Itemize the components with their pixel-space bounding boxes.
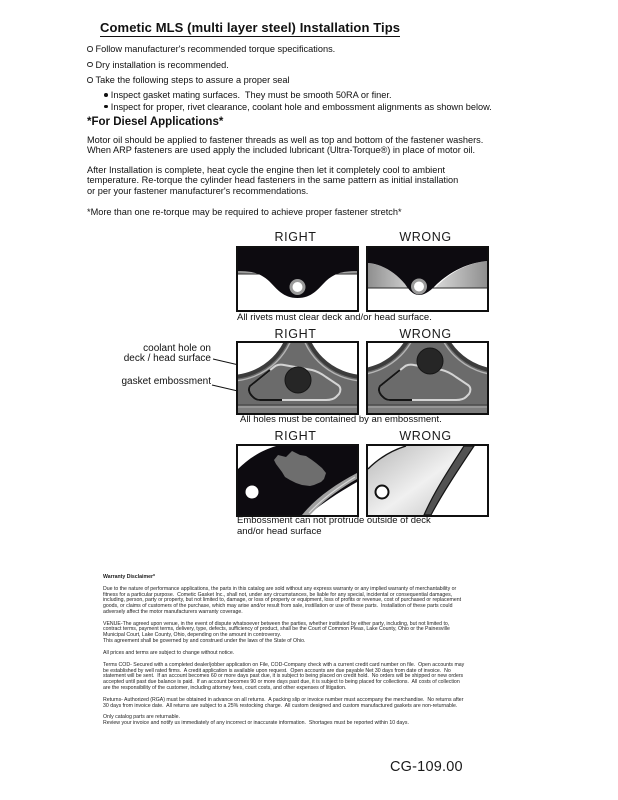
right-label: RIGHT — [274, 327, 317, 341]
paragraph-line: or per your fastener manufacturer's recommendations. — [87, 185, 309, 196]
legal-line: Only catalog parts are returnable. — [103, 714, 180, 721]
legal-line: 30 days from invoice date. All returns are subject to a 25% restocking charge. All custom designed and custom manufactured gaskets are non-returnable. — [103, 702, 458, 709]
legal-line: adversely affect the motor manufacturers warranty coverage. — [103, 608, 243, 615]
legal-paragraph — [103, 663, 543, 692]
legal-paragraph — [103, 651, 543, 657]
page-title: Cometic MLS (multi layer steel) Installation Tips — [100, 20, 401, 35]
legal-line: contract terms, payment terms, delivery, type, defects, sufficiency of product, shall be the Court of Common Pleas, Lake County, Ohio or the Painesville — [103, 626, 450, 633]
filled-circle-bullet-icon — [104, 105, 108, 109]
legal-line: This agreement shall be governed by and construed under the laws of the State of Ohio. — [103, 637, 306, 644]
rivet-caption: All rivets must clear deck and/or head surface. — [237, 312, 432, 323]
legal-line: Returns- Authorized (RGA) must be obtained in advance on all returns. A packing slip or invoice number must accompany the merchandise. No returns after — [103, 696, 464, 703]
legal-disclaimer — [103, 575, 543, 733]
legal-line: be established by well rated firms. A credit application is available upon request. Open accounts are due payable Net 30 days from date of invoice. No — [103, 667, 451, 674]
embossment-caption — [237, 515, 431, 537]
label-line: deck / head surface — [123, 353, 211, 364]
embossment-wrong-illustration — [368, 446, 487, 515]
rivet-wrong-illustration — [368, 248, 487, 310]
legal-line: including, person, party or property, but not limited to, damage, or loss of property or equipment, loss of profits or revenue, cost of purchased or replacement — [103, 597, 462, 604]
paragraph-line: When ARP fasteners are used apply the included lubricant (Ultra-Torque®) in place of motor oil. — [87, 145, 476, 156]
sub-list-item — [104, 102, 492, 112]
legal-line: Terms COD- Secured with a completed dealer/jobber application on File, COD-Company check with a current credit card number on file. Open accounts may — [103, 661, 465, 668]
coolant-hole-right-illustration — [238, 343, 357, 413]
legal-line: VENUE-The agreed upon venue, in the event of dispute whatsoever between the parties, whether instituted by either party, including, but not limited to, — [103, 620, 450, 627]
coolant-hole-wrong-diagram — [366, 341, 489, 415]
rivet-wrong-diagram — [366, 246, 489, 312]
list-item — [87, 75, 290, 85]
diesel-section-heading: *For Diesel Applications* — [87, 116, 224, 128]
list-item — [87, 60, 229, 70]
caption-line: and/or head surface — [237, 526, 322, 537]
gasket-embossment-label: gasket embossment — [121, 376, 211, 387]
retorque-note: *More than one re-torque may be required to achieve proper fastener stretch* — [87, 207, 402, 217]
open-circle-bullet-icon — [87, 77, 93, 83]
embossment-right-diagram — [236, 444, 359, 517]
legal-paragraph — [103, 587, 543, 616]
legal-line: statement will be sent. If an account becomes 60 or more days past due, it is subject to being placed on credit hold. No orders will be shipped or new orders — [103, 673, 464, 680]
page-number: CG-109.00 — [390, 759, 463, 775]
list-item — [87, 44, 335, 54]
paragraph-line: temperature. Re-torque the cylinder head fasteners in the same pattern as initial installation — [87, 175, 459, 186]
embossment-wrong-diagram — [366, 444, 489, 517]
open-circle-bullet-icon — [87, 62, 93, 68]
open-circle-bullet-icon — [87, 46, 93, 52]
list-item-text: Inspect gasket mating surfaces. They must be smooth 50RA or finer. — [110, 90, 392, 100]
sub-list-item — [104, 90, 392, 100]
rivet-right-diagram — [236, 246, 359, 312]
diesel-paragraph-2 — [87, 165, 458, 196]
coolant-hole-caption: All holes must be contained by an embossment. — [240, 414, 442, 425]
diesel-paragraph-1 — [87, 135, 483, 156]
legal-line: fitness for a particular purpose. Cometic Gasket Inc., shall not, under any circumstances, be liable for any special, incidental or consequential damages, — [103, 591, 453, 598]
legal-line: accepted until past due balance is paid. If an account becomes 90 or more days past due, it is subject to being placed for collections. All costs of collection — [103, 679, 460, 686]
legal-line: Municipal Court, Lake County, Ohio, depending on the amount in controversy. — [103, 632, 282, 639]
rivet-right-illustration — [238, 248, 357, 310]
coolant-hole-right-diagram — [236, 341, 359, 415]
filled-circle-bullet-icon — [104, 93, 108, 97]
wrong-label: WRONG — [399, 230, 452, 244]
list-item-text: Take the following steps to assure a proper seal — [95, 75, 290, 85]
legal-paragraph — [103, 622, 543, 645]
paragraph-line: Motor oil should be applied to fastener threads as well as top and bottom of the fastener washers. — [87, 135, 484, 145]
right-label: RIGHT — [274, 429, 317, 443]
right-label: RIGHT — [274, 230, 317, 244]
coolant-hole-wrong-illustration — [368, 343, 487, 413]
legal-line: are the responsibility of the customer, including attorney fees, court costs, and other expenses of litigation. — [103, 684, 347, 691]
wrong-label: WRONG — [399, 429, 452, 443]
embossment-right-illustration — [238, 446, 357, 515]
warranty-disclaimer-heading: Warranty Disclaimer* — [103, 574, 155, 580]
legal-line: Review your invoice and notify us immediately of any incorrect or inaccurate information. Shortages must be reported within 10 days. — [103, 720, 409, 727]
paragraph-line: After Installation is complete, heat cycle the engine then let it completely cool to ambient — [87, 165, 445, 175]
legal-line: Due to the nature of performance applications, the parts in this catalog are sold without any express warranty or any implied warranty of merchantability or — [103, 585, 457, 592]
wrong-label: WRONG — [399, 327, 452, 341]
list-item-text: Inspect for proper, rivet clearance, coolant hole and embossment alignments as shown below. — [110, 101, 492, 112]
legal-line: All prices and terms are subject to change without notice. — [103, 649, 235, 656]
label-line: coolant hole on — [143, 343, 211, 354]
list-item-text: Dry installation is recommended. — [95, 59, 229, 70]
legal-paragraph — [103, 715, 543, 727]
coolant-hole-label — [106, 344, 211, 364]
list-item-text: Follow manufacturer's recommended torque specifications. — [95, 44, 336, 54]
caption-line: Embossment can not protrude outside of deck — [237, 515, 431, 526]
legal-line: goods, or claims of customers of the purchase, which may arise and/or result from sale, instillation or use of these parts. Installation of these parts could — [103, 603, 453, 609]
legal-paragraph — [103, 698, 543, 710]
